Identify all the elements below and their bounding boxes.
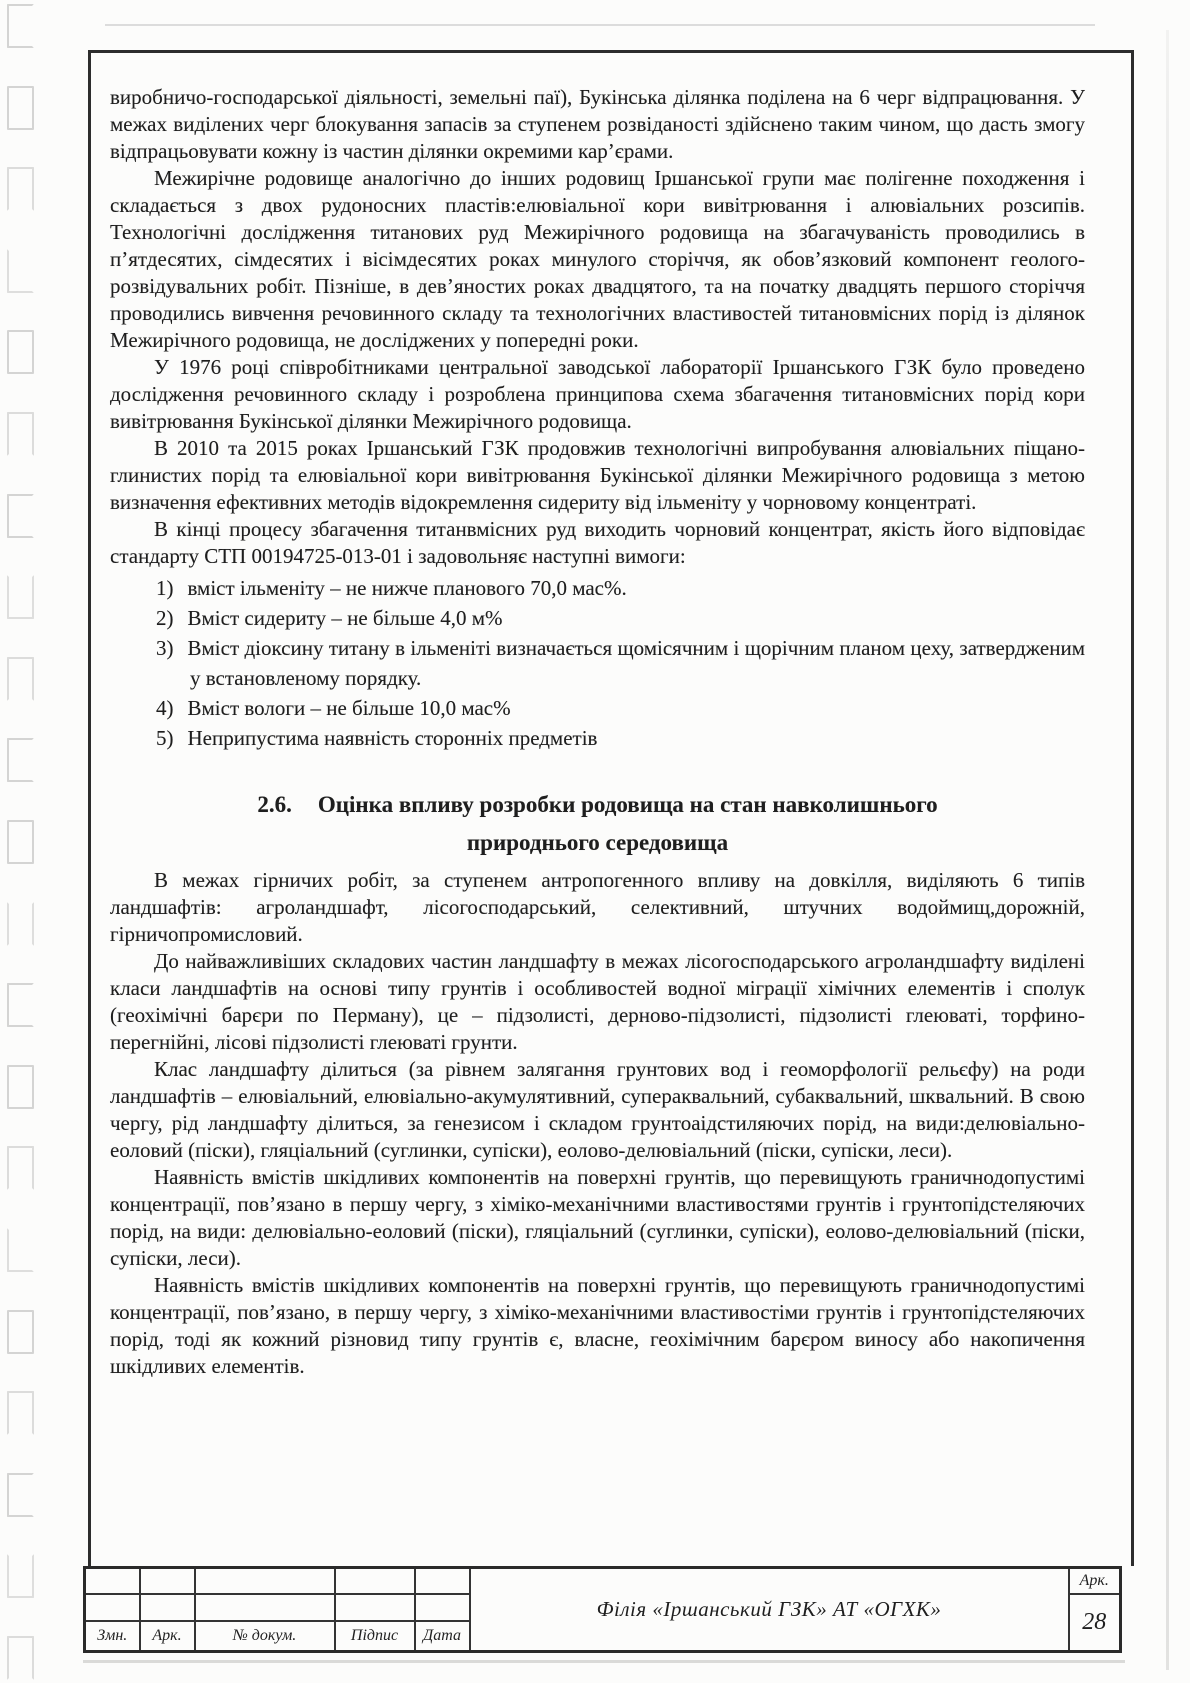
binding-mark: [7, 86, 34, 130]
list-item: [156, 573, 1085, 603]
list-item: [156, 723, 1085, 753]
binding-mark: [7, 738, 34, 782]
section-number: 2.6.: [257, 792, 292, 817]
paragraph: В межах гірничих робіт, за ступенем антропогенного впливу на довкілля, виділяють 6 типів ландшафтів: агроландшафт, лісогосподарський, селективний, штучних водоймищ,дорожній, гірничопромисловий.: [110, 868, 1085, 946]
section-heading: [110, 786, 1085, 862]
title-block-cell: [195, 1568, 335, 1594]
paragraph: У 1976 році співробітниками центральної заводської лабораторії Іршанського ГЗК було проведено дослідження речовинного складу і розроблена принципова схема збагачення титановмісних порід кори вивітрювання Букінської ділянки Межирічного родовища.: [110, 355, 1085, 433]
org-title: Філія «Іршанський ГЗК» АТ «ОГХК»: [470, 1568, 1069, 1652]
title-block-cell: [140, 1568, 195, 1594]
paragraph: Межирічне родовище аналогічно до інших родовищ Іршанської групи має полігенне походження і складається з двох рудоносних пластів:елювіальної кори вивітрювання і алювіальних розсипів. Технологічні дослідження титанових руд Межирічного родовища на збагачуваність проводились в п’ятдесятих, сімдесятих і вісімдесятих роках минулого сторіччя, як обов’язковий компонент геолого-розвідувальних робіт. Пізніше, в дев’яностих роках двадцятого, та на початку двадцять першого сторіччя проводились вивчення речовинного складу та технологічних властивостей титановмісних порід із ділянок Межирічного родовища, не досліджених у попередні роки.: [110, 166, 1085, 352]
binding-mark: [7, 1146, 34, 1190]
list-item: [156, 633, 1085, 693]
list-item-text: Вміст вологи – не більше 10,0 мас%: [187, 696, 511, 720]
title-block-cell: [85, 1594, 140, 1621]
binding-mark: [7, 412, 34, 456]
list-item-text: вміст ільменіту – не нижче планового 70,0 мас%.: [187, 576, 627, 600]
title-block-cell: [415, 1594, 470, 1621]
binding-mark: [7, 249, 34, 293]
scan-artifact-bottom-line: [83, 1660, 1125, 1663]
binding-mark: [7, 902, 34, 946]
title-block-cell: [195, 1594, 335, 1621]
requirements-list: [156, 573, 1085, 753]
title-block-cell: [335, 1594, 415, 1621]
paragraph: Наявність вмістів шкідливих компонентів на поверхні грунтів, що перевищують граничнодопустимі концентрації, пов’язано, в першу чергу, з хіміко-механічними властивостіми грунтів і грунтопідстеляючих порід, тоді як кожний різновид типу грунтів є, власне, геохімічним барєром виносу або накопичення шкідливих елементів.: [110, 1273, 1085, 1378]
title-block-cell: [415, 1568, 470, 1594]
sheet-number: 28: [1069, 1594, 1121, 1652]
binding-mark: [7, 1391, 34, 1435]
title-block-col-label: Дата: [415, 1621, 470, 1652]
list-item-text: Неприпустима наявність сторонніх предметів: [187, 726, 598, 750]
title-block-cell: [140, 1594, 195, 1621]
title-block-col-label: Змн.: [85, 1621, 140, 1652]
binding-mark: [7, 1554, 34, 1598]
title-block-cell: [335, 1568, 415, 1594]
binding-mark: [7, 330, 34, 374]
binding-mark: [7, 494, 34, 538]
list-item-number: 2): [156, 606, 174, 630]
binding-mark: [7, 167, 34, 211]
binding-mark: [7, 820, 34, 864]
binding-mark: [7, 657, 34, 701]
binding-mark: [7, 1065, 34, 1109]
scan-artifact-right-line: [1166, 30, 1169, 1670]
title-block-col-label: № докум.: [195, 1621, 335, 1652]
binding-mark: [7, 1473, 34, 1517]
paragraph: В кінці процесу збагачення титанвмісних руд виходить чорновий концентрат, якість його відповідає стандарту СТП 00194725-013-01 і задовольняє наступні вимоги:: [110, 517, 1085, 568]
page-body-text: [110, 84, 1085, 1380]
title-block-col-label: Арк.: [140, 1621, 195, 1652]
list-item-number: 3): [156, 636, 174, 660]
paragraph: Наявність вмістів шкідливих компонентів на поверхні грунтів, що перевищують граничнодопустимі концентрації, пов’язано в першу чергу, з хіміко-механічними властивостями грунтів і грунтопідстеляючих порід, на види: делювіально-еоловий (піски), гляціальний (суглинки, супіски), еолово-делювіальний (піски, супіски, леси).: [110, 1165, 1085, 1270]
binding-mark: [7, 1636, 34, 1680]
paragraph: До найважливіших складових частин ландшафту в межах лісогосподарського агроландшафту виділені класи ландшафтів на основі типу грунтів і особливостей водної міграції хімічних елементів і сполук (геохімічні барєри по Перману), це – підзолисті, дерново-підзолисті, підзолисті глеюваті, торфино-перегнійні, лісові підзолисті глеюваті грунти.: [110, 949, 1085, 1054]
paragraph: В 2010 та 2015 роках Іршанський ГЗК продовжив технологічні випробування алювіальних піщано-глинистих порід та елювіальної кори вивітрювання Букінської ділянки Межирічного родовища з метою визначення ефективних методів відокремлення сидериту від ільменіту у чорновому концентраті.: [110, 436, 1085, 514]
scan-artifact-top-line: [105, 24, 1095, 26]
binding-mark: [7, 1310, 34, 1354]
section-heading-line1: [110, 786, 1085, 824]
list-item-number: 1): [156, 576, 174, 600]
section-title-line1: Оцінка впливу розробки родовища на стан навколишнього: [317, 792, 938, 817]
binding-mark: [7, 1228, 34, 1272]
binding-mark: [7, 4, 34, 48]
title-block-cell: [85, 1568, 140, 1594]
list-item-text: Вміст сидериту – не більше 4,0 м%: [187, 606, 503, 630]
section-title-line2: природнього середовища: [466, 830, 729, 855]
binding-mark: [7, 575, 34, 619]
list-item-number: 4): [156, 696, 174, 720]
title-block-col-label: Підпис: [335, 1621, 415, 1652]
list-item: [156, 603, 1085, 633]
paragraph: Клас ландшафту ділиться (за рівнем залягання грунтових вод і геоморфології рельєфу) на роди ландшафтів – елювіальний, елювіально-акумулятивний, супераквальний, субаквальний, шквальний. В свою чергу, рід ландшафту ділиться, за генезисом і складом грунтоаідстиляючих порід, на види:делювіально-еоловий (піски), гляціальний (суглинки, супіски), еолово-делювіальний (піски, супіски, леси).: [110, 1057, 1085, 1162]
list-item: [156, 693, 1085, 723]
paragraph: виробничо-господарської діяльності, земельні паї), Букінська ділянка поділена на 6 черг відпрацювання. У межах виділених черг блокування запасів за ступенем розвіданості здійснено таким чином, що дасть змогу відпрацьовувати кожну із частин ділянки окремими кар’єрами.: [110, 85, 1085, 163]
title-block-table: [83, 1566, 1122, 1653]
binding-marks: [0, 0, 40, 1683]
sheet-label: Арк.: [1069, 1568, 1121, 1594]
list-item-number: 5): [156, 726, 174, 750]
binding-mark: [7, 983, 34, 1027]
list-item-text: Вміст діоксину титану в ільменіті визначається щомісячним і щорічним планом цеху, затвердженим у встановленому порядку.: [187, 636, 1085, 690]
